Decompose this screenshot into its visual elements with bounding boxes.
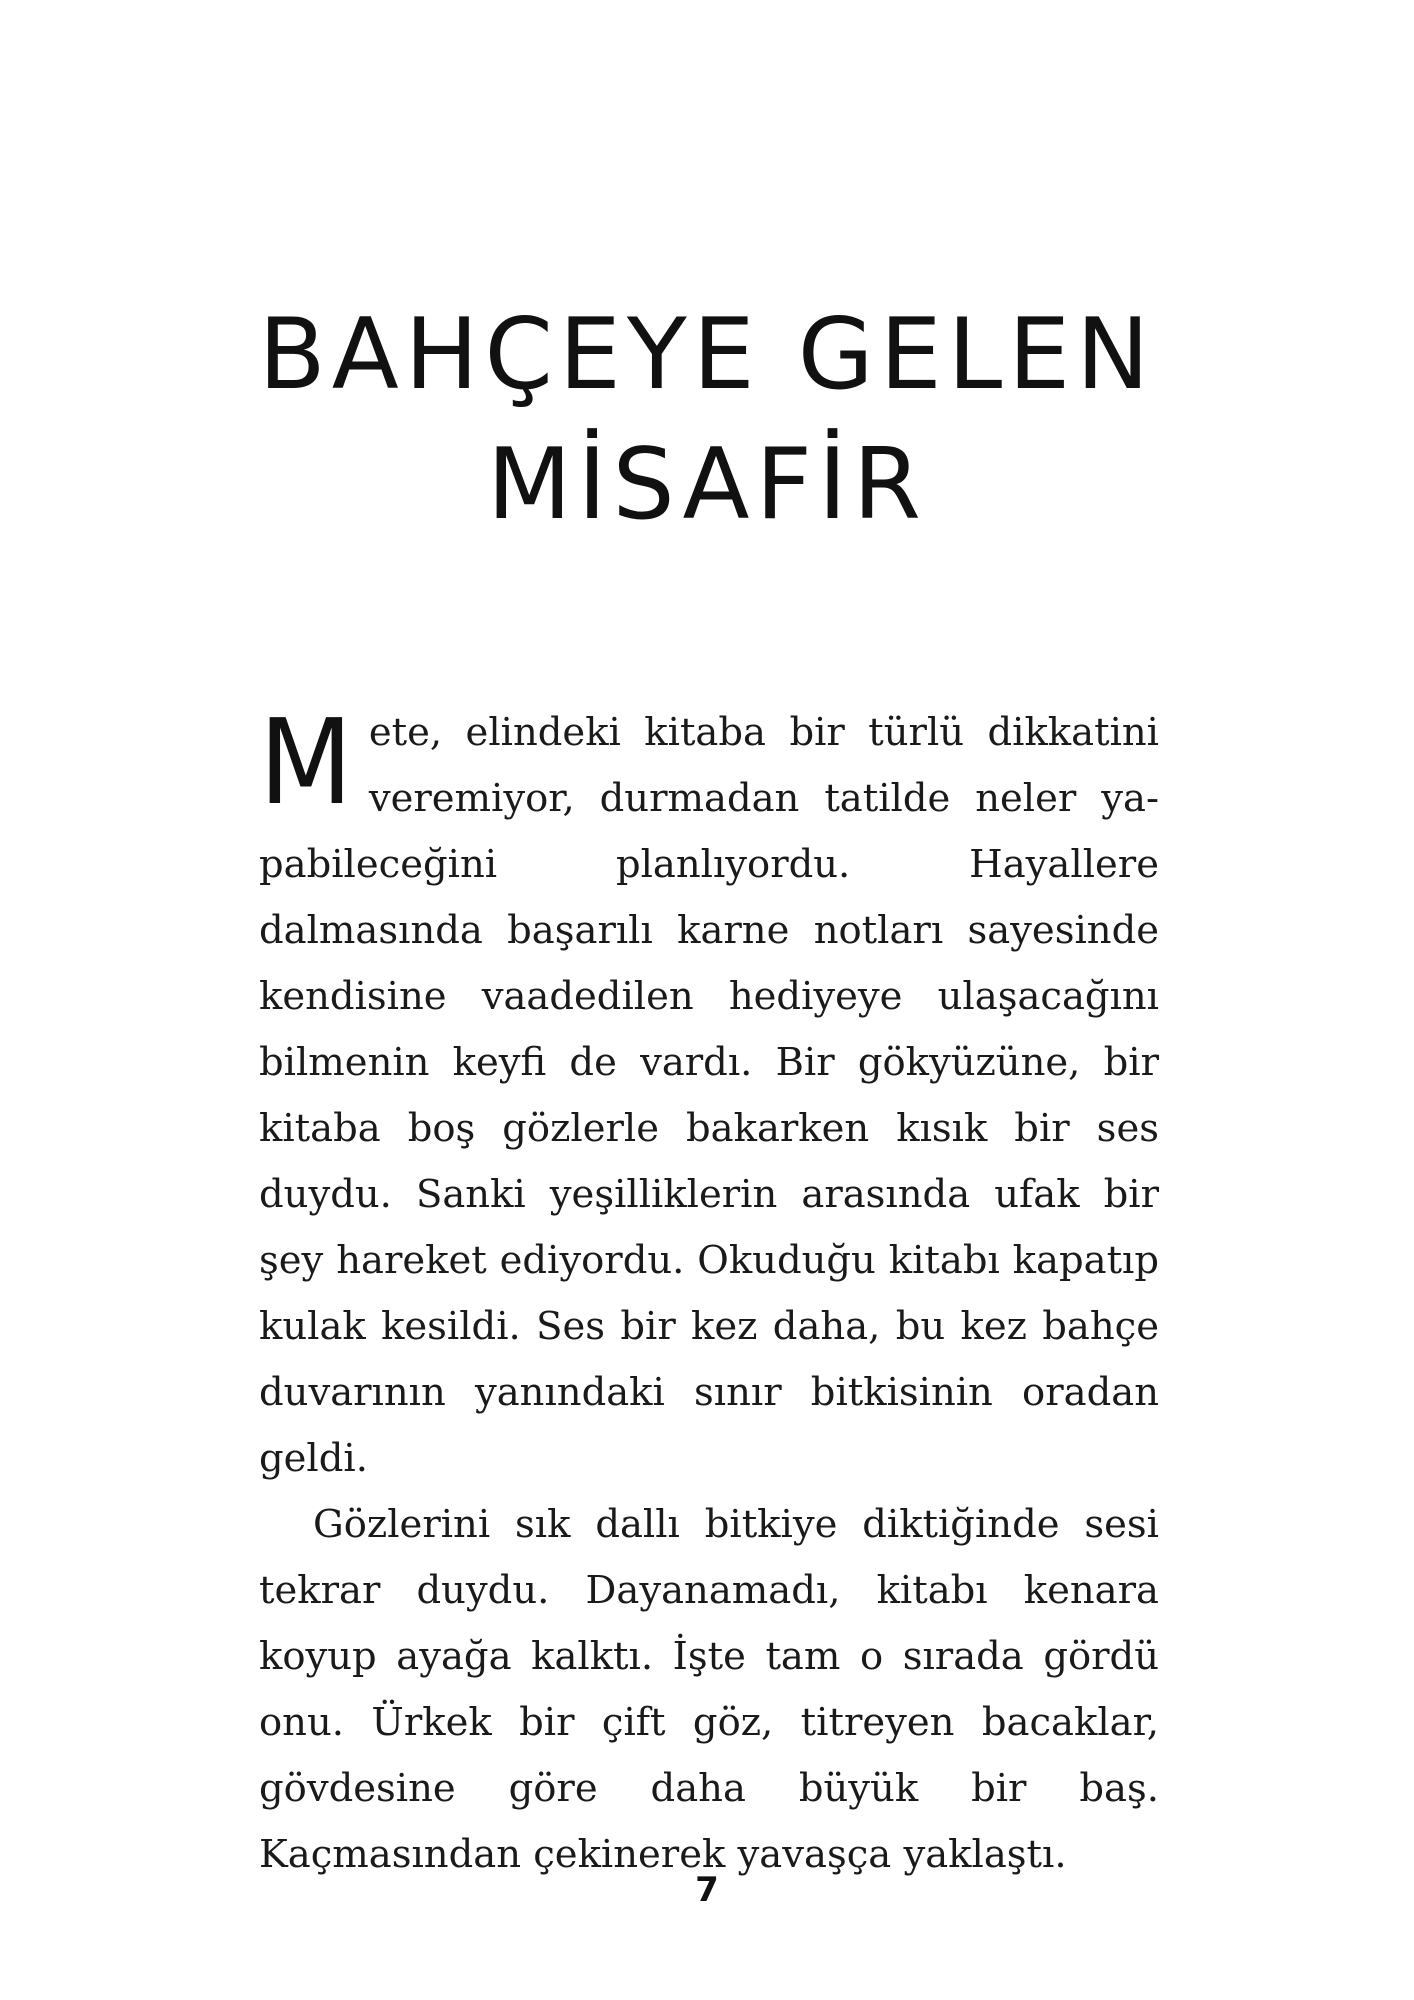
drop-cap: M	[259, 693, 353, 831]
page-number: 7	[695, 1870, 719, 1910]
paragraph-1	[259, 693, 1159, 1492]
paragraph-1-text: ete, elindeki kitaba bir türlü dikkatini veremiyor, durmadan tatilde neler yapabileceğini planlıyordu. Hayallere dalmasında başarılı karne notları sayesinde kendisine vaadedilen hediyeye ulaşacağını bilmenin keyfi de vardı. Bir gökyüzüne, bir kitaba boş gözlerle bakarken kısık bir ses duydu. Sanki yeşilliklerin arasında ufak bir şey hareket ediyordu. Okuduğu kitabı kapatıp kulak kesildi. Ses bir kez daha, bu kez bahçe duvarının yanındaki sınır bitkisinin oradan geldi.	[259, 710, 1159, 1481]
chapter-title-line-2: MİSAFİR	[487, 428, 927, 542]
chapter-body	[259, 693, 1159, 1888]
paragraph-2: Gözlerini sık dallı bitkiye diktiğinde sesi tekrar duydu. Dayanamadı, kitabı kenara koyup ayağa kalktı. İşte tam o sırada gördü onu. Ürkek bir çift göz, titreyen bacaklar, gövdesine göre daha büyük bir baş. Kaçmasından çekinerek yavaşça yaklaştı.	[259, 1502, 1159, 1877]
chapter-title-line-1: BAHÇEYE GELEN	[258, 298, 1156, 412]
